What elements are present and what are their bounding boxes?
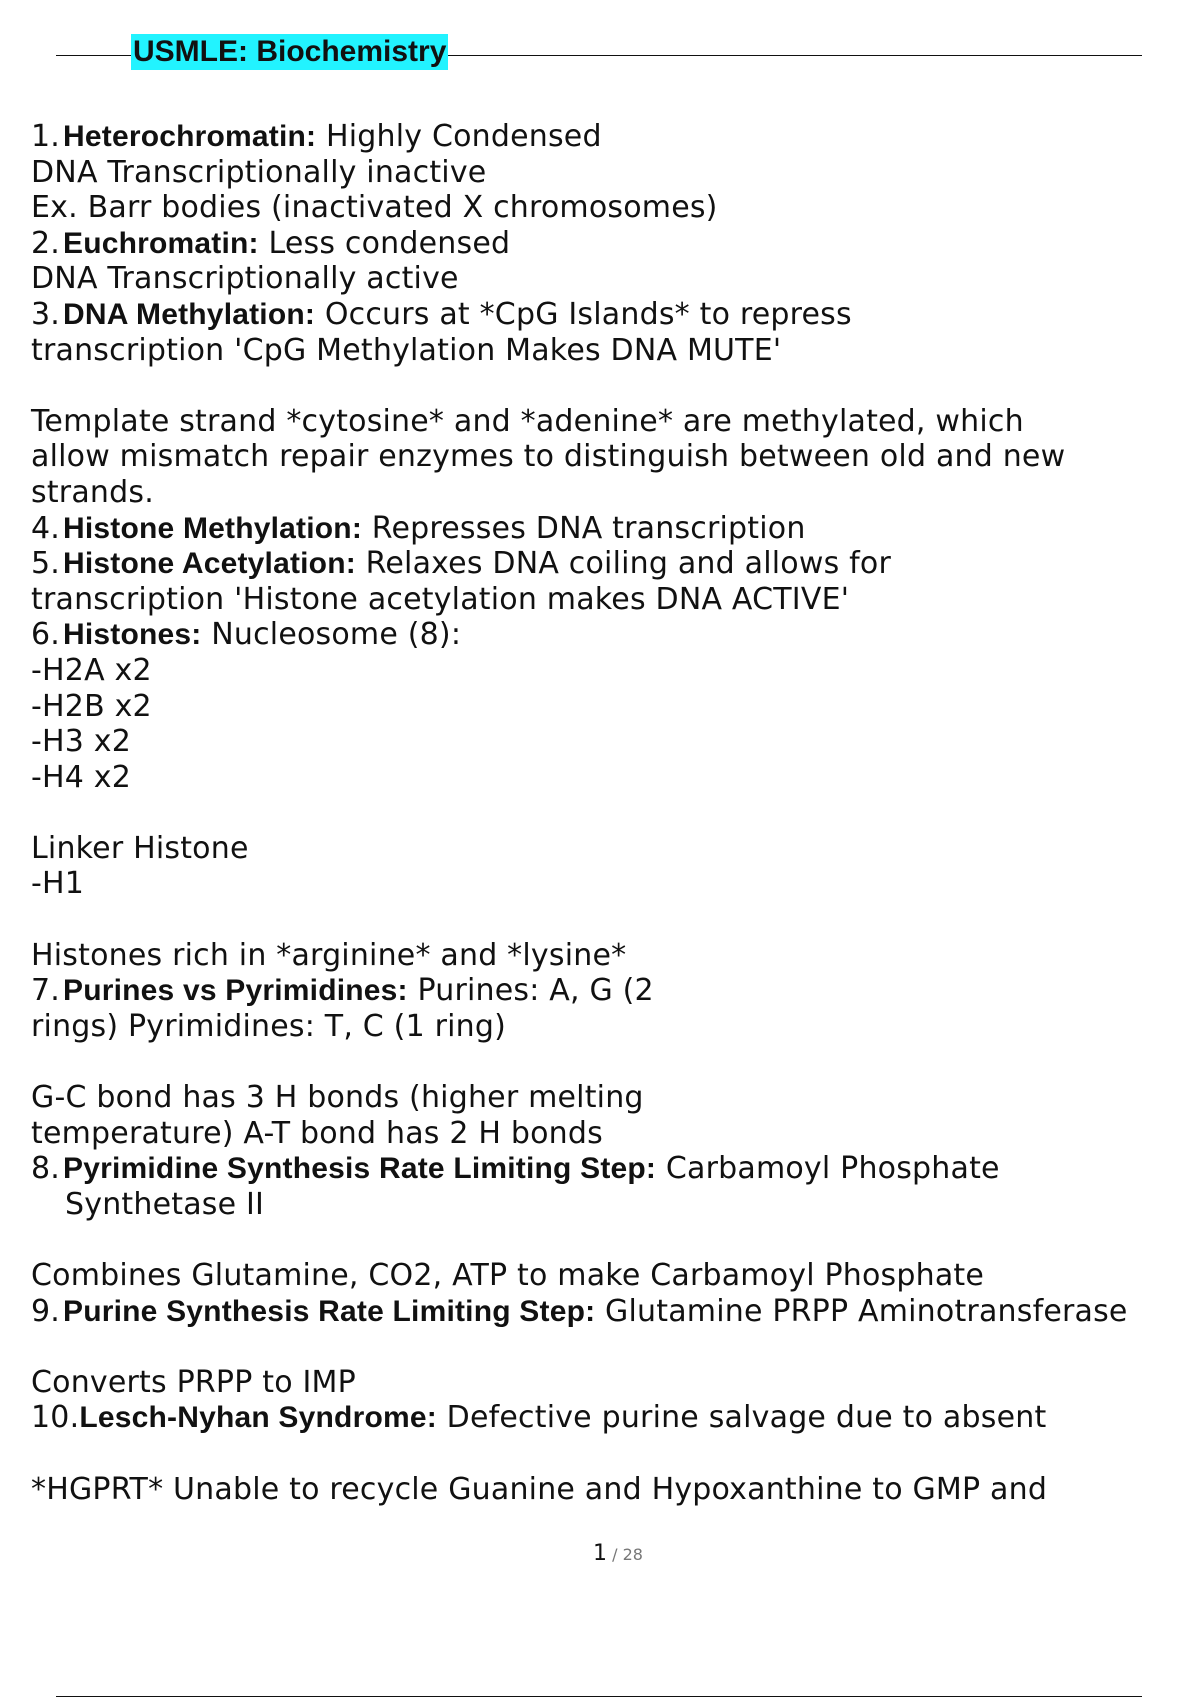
item-term: Pyrimidine Synthesis Rate Limiting Step:: [63, 1152, 657, 1186]
text-line: DNA Transcriptionally inactive: [31, 154, 487, 190]
item-text: Less condensed: [258, 225, 511, 261]
item-term: Purine Synthesis Rate Limiting Step:: [63, 1294, 596, 1328]
list-item: [31, 297, 1191, 333]
text-line: strands.: [31, 474, 154, 510]
item-number: 8.: [31, 1151, 61, 1187]
item-number: 4.: [31, 510, 61, 546]
text-line: Synthetase II: [65, 1186, 265, 1222]
text-line: rings) Pyrimidines: T, C (1 ring): [31, 1008, 507, 1044]
text-line: -H2A x2: [31, 652, 152, 688]
item-term: Heterochromatin:: [63, 120, 317, 153]
document-body: [31, 119, 1191, 1507]
item-number: 1.: [31, 119, 61, 154]
document-title: USMLE: Biochemistry: [133, 35, 447, 68]
page-total: / 28: [607, 1545, 643, 1564]
text-line: -H3 x2: [31, 724, 132, 760]
blank-line: [31, 1329, 1191, 1365]
text-line: Histones rich in *arginine* and *lysine*: [31, 937, 627, 973]
text-line: Ex. Barr bodies (inactivated X chromosomes): [31, 190, 718, 226]
text-line: allow mismatch repair enzymes to distinguish between old and new: [31, 439, 1066, 475]
page-header: [56, 34, 1142, 70]
list-item: [31, 226, 1191, 262]
item-text: Relaxes DNA coiling and allows for: [355, 546, 891, 582]
list-item: [31, 1400, 1191, 1436]
text-line: temperature) A-T bond has 2 H bonds: [31, 1115, 603, 1151]
item-text: Carbamoyl Phosphate: [656, 1151, 1000, 1187]
blank-line: [31, 1222, 1191, 1258]
footer-rule: [56, 1696, 1142, 1697]
item-number: 5.: [31, 546, 61, 582]
list-item: [31, 511, 1191, 547]
item-text: Purines: A, G (2: [407, 973, 654, 1009]
item-text: Nucleosome (8):: [201, 617, 462, 653]
item-text: Represses DNA transcription: [362, 510, 806, 546]
page-indicator: [0, 1541, 1200, 1566]
item-number: 7.: [31, 973, 61, 1009]
text-line: Converts PRPP to IMP: [31, 1364, 356, 1400]
item-number: 9.: [31, 1293, 61, 1329]
item-number: 2.: [31, 225, 61, 261]
list-item: [31, 617, 1191, 653]
item-term: Histones:: [63, 618, 202, 652]
page-number: 1: [593, 1541, 608, 1566]
item-text: Occurs at *CpG Islands* to repress: [315, 296, 852, 332]
item-text: Highly Condensed: [316, 119, 602, 154]
blank-line: [31, 1044, 1191, 1080]
item-number: 10.: [31, 1400, 80, 1436]
item-term: Lesch-Nyhan Syndrome:: [79, 1401, 437, 1435]
item-number: 6.: [31, 617, 61, 653]
blank-line: [31, 1436, 1191, 1472]
item-term: Purines vs Pyrimidines:: [63, 974, 408, 1008]
list-item: [31, 119, 1191, 155]
text-line: Combines Glutamine, CO2, ATP to make Carbamoyl Phosphate: [31, 1258, 985, 1293]
item-term: Euchromatin:: [63, 226, 259, 260]
item-term: Histone Acetylation:: [63, 547, 356, 581]
text-line: DNA Transcriptionally active: [31, 261, 459, 297]
item-number: 3.: [31, 296, 61, 332]
text-line: *HGPRT* Unable to recycle Guanine and Hypoxanthine to GMP and: [31, 1471, 1048, 1507]
list-item: [31, 1151, 1191, 1187]
text-line: -H1: [31, 866, 85, 902]
list-item: [31, 1294, 1191, 1330]
text-line: Template strand *cytosine* and *adenine* are methylated, which: [31, 403, 1024, 439]
item-term: DNA Methylation:: [63, 297, 316, 331]
item-text: Glutamine PRPP Aminotransferase: [595, 1293, 1128, 1329]
text-line: Linker Histone: [31, 830, 249, 866]
text-line: -H4 x2: [31, 759, 132, 795]
text-line: transcription 'CpG Methylation Makes DNA MUTE': [31, 332, 782, 368]
blank-line: [31, 368, 1191, 404]
list-item: [31, 973, 1191, 1009]
item-term: Histone Methylation:: [63, 511, 363, 545]
text-line: G-C bond has 3 H bonds (higher melting: [31, 1080, 644, 1116]
text-line: -H2B x2: [31, 688, 152, 724]
blank-line: [31, 795, 1191, 831]
text-line: transcription 'Histone acetylation makes DNA ACTIVE': [31, 581, 850, 617]
item-text: Defective purine salvage due to absent: [436, 1400, 1047, 1436]
blank-line: [31, 902, 1191, 938]
list-item: [31, 546, 1191, 582]
